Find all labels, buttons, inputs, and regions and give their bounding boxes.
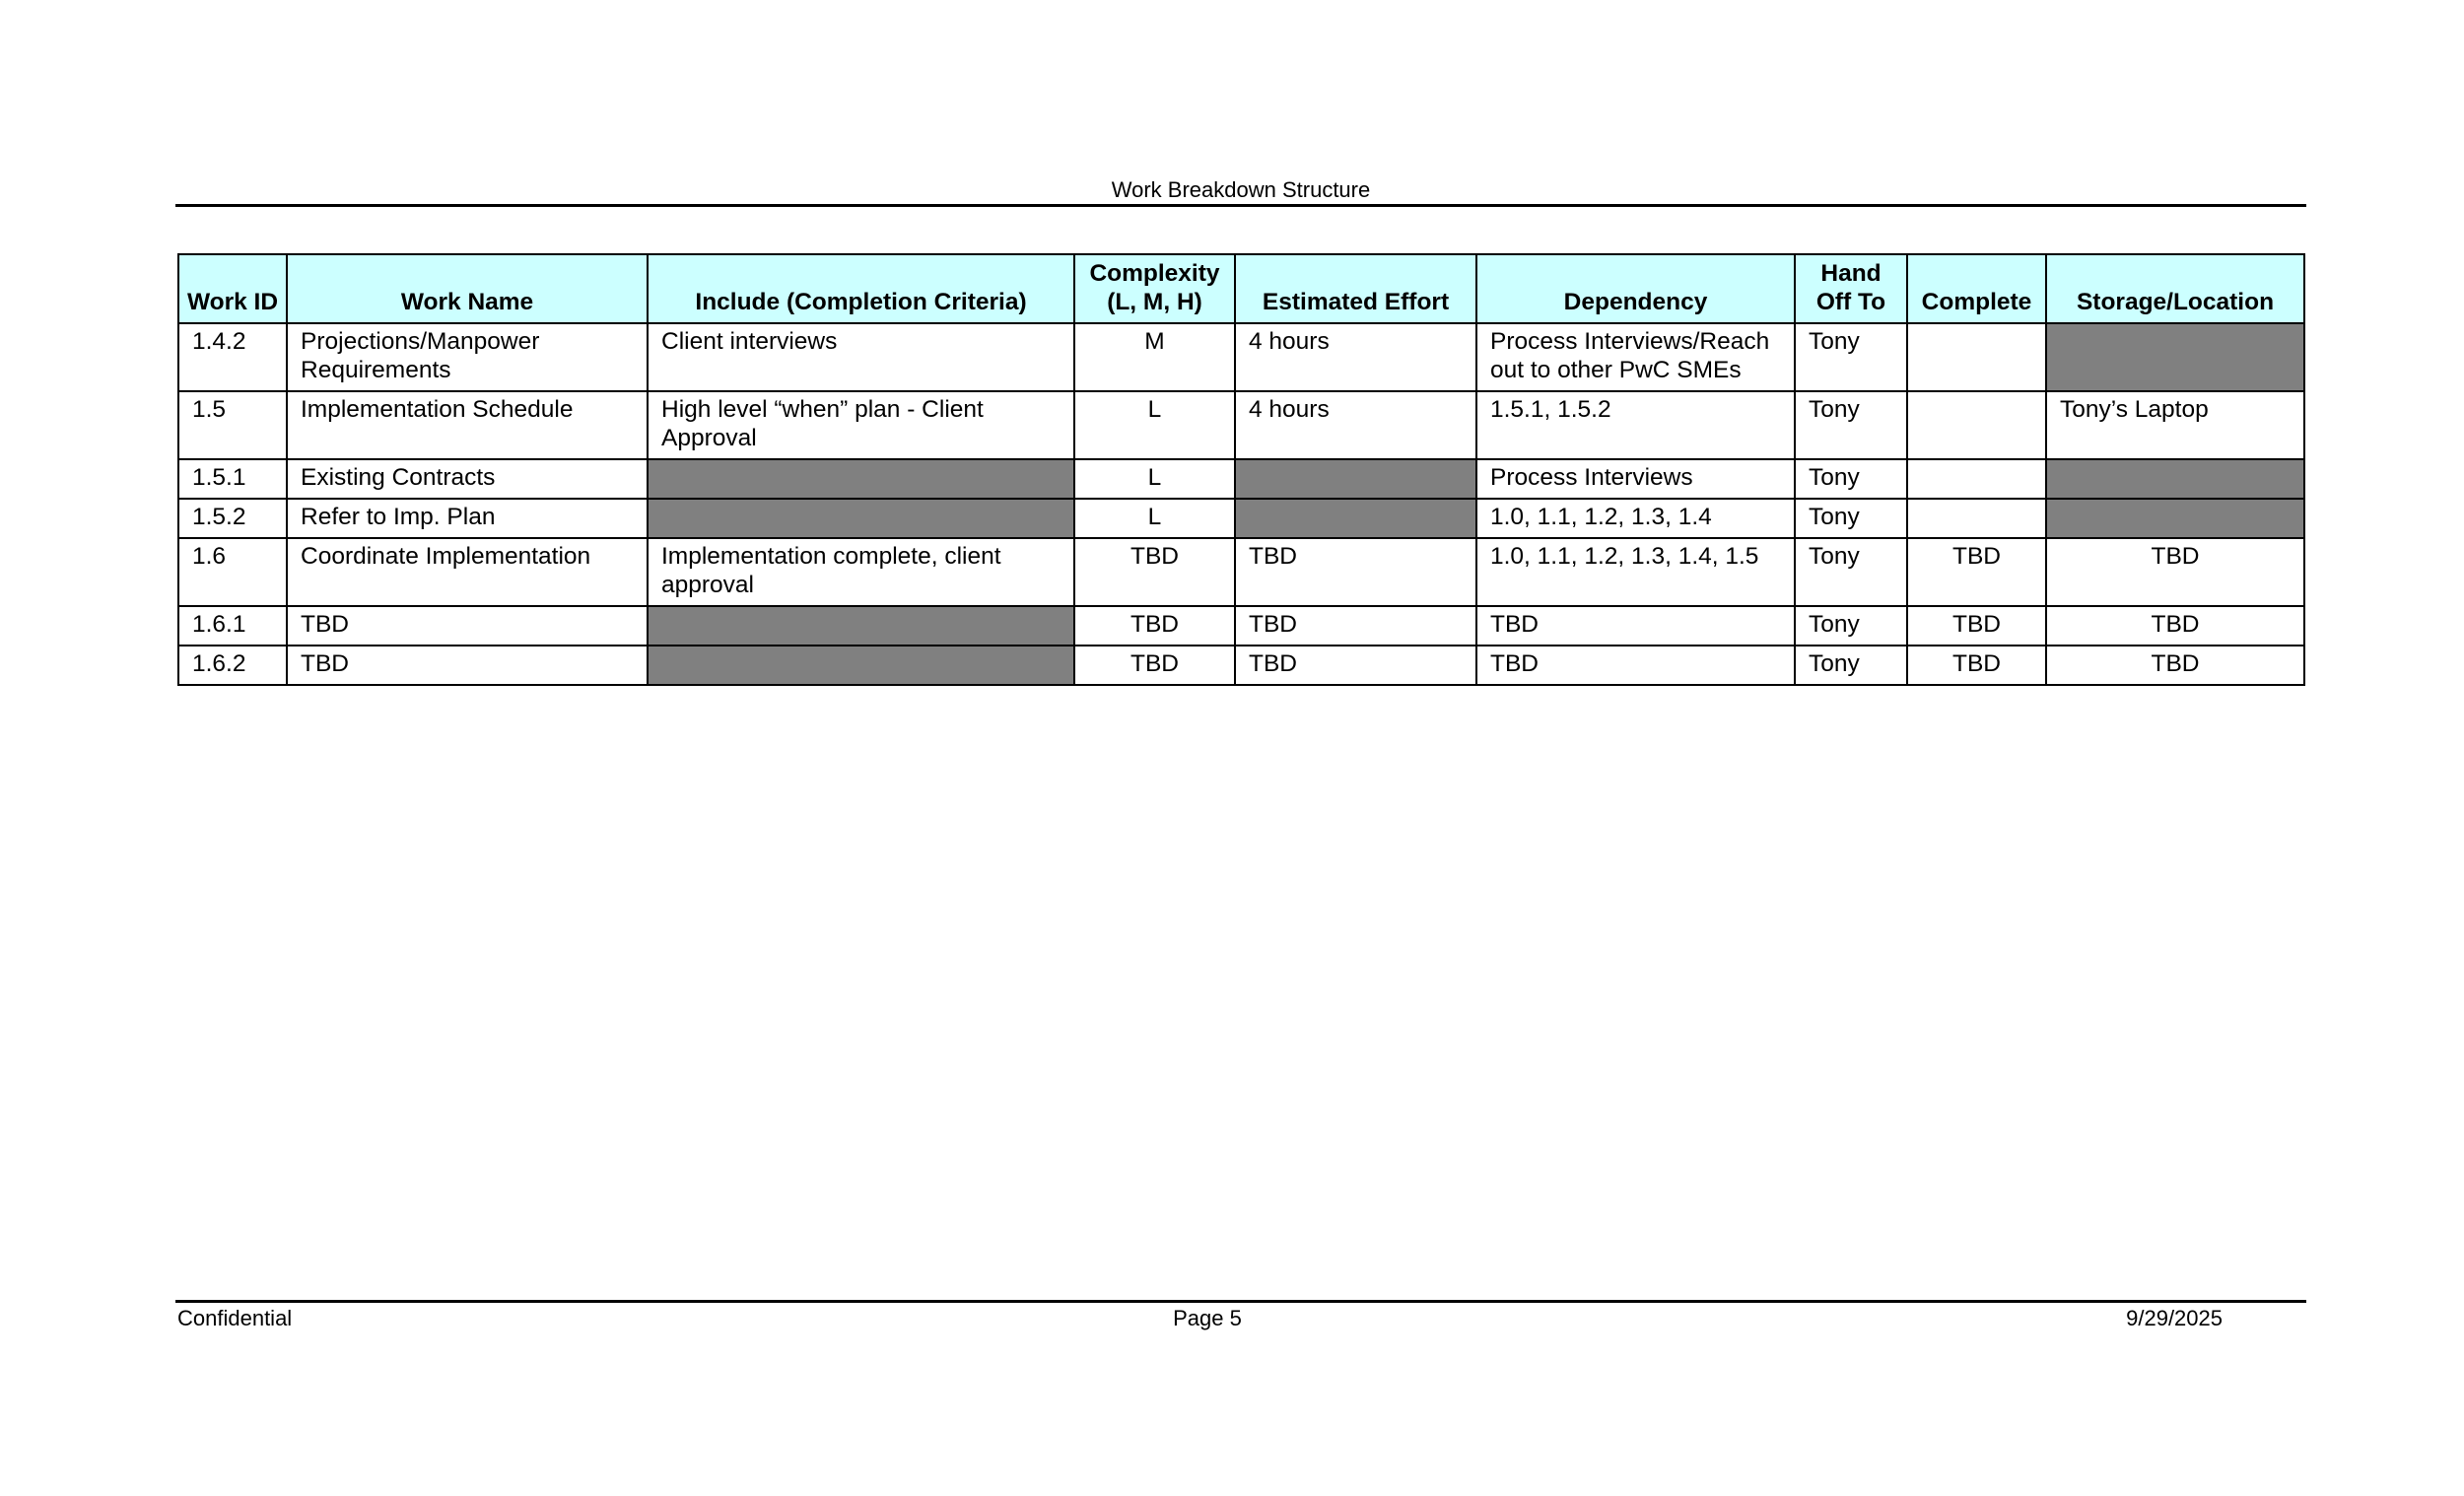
cell-work-name: Implementation Schedule [287, 391, 648, 459]
cell-dependency: 1.0, 1.1, 1.2, 1.3, 1.4 [1476, 499, 1795, 538]
table-header-row [178, 254, 2304, 323]
cell-storage: TBD [2046, 538, 2304, 606]
cell-complexity: L [1074, 459, 1235, 499]
cell-dependency: 1.5.1, 1.5.2 [1476, 391, 1795, 459]
cell-include-shaded [648, 459, 1074, 499]
table-row [178, 538, 2304, 606]
cell-complete [1907, 391, 2046, 459]
cell-hand-off-to: Tony [1795, 646, 1907, 685]
wbs-table [177, 253, 2305, 686]
cell-complexity: L [1074, 391, 1235, 459]
cell-storage: TBD [2046, 606, 2304, 646]
footer-date: 9/29/2025 [2126, 1306, 2223, 1330]
cell-dependency: Process Interviews/Reach out to other PwC SMEs [1476, 323, 1795, 391]
table-row [178, 459, 2304, 499]
col-header-complexity: Complexity (L, M, H) [1074, 254, 1235, 323]
cell-effort: TBD [1235, 538, 1476, 606]
table-row [178, 499, 2304, 538]
cell-hand-off-to: Tony [1795, 538, 1907, 606]
cell-work-id: 1.5 [178, 391, 287, 459]
cell-work-name: Existing Contracts [287, 459, 648, 499]
cell-hand-off-to: Tony [1795, 606, 1907, 646]
cell-effort-shaded [1235, 499, 1476, 538]
cell-effort: TBD [1235, 646, 1476, 685]
col-header-work-id: Work ID [178, 254, 287, 323]
footer-rule [175, 1300, 2306, 1303]
cell-work-name: TBD [287, 646, 648, 685]
table-row [178, 323, 2304, 391]
cell-effort: 4 hours [1235, 391, 1476, 459]
page-header-title: Work Breakdown Structure [1111, 177, 1371, 202]
col-header-storage-location: Storage/Location [2046, 254, 2304, 323]
cell-dependency: TBD [1476, 646, 1795, 685]
cell-work-name: Projections/Manpower Requirements [287, 323, 648, 391]
col-header-estimated-effort: Estimated Effort [1235, 254, 1476, 323]
col-header-dependency: Dependency [1476, 254, 1795, 323]
cell-storage-shaded [2046, 323, 2304, 391]
cell-include-shaded [648, 606, 1074, 646]
cell-work-name: Coordinate Implementation [287, 538, 648, 606]
cell-complete: TBD [1907, 606, 2046, 646]
cell-work-id: 1.5.1 [178, 459, 287, 499]
header-rule [175, 204, 2306, 207]
cell-effort: 4 hours [1235, 323, 1476, 391]
cell-dependency: TBD [1476, 606, 1795, 646]
cell-dependency: 1.0, 1.1, 1.2, 1.3, 1.4, 1.5 [1476, 538, 1795, 606]
cell-work-id: 1.4.2 [178, 323, 287, 391]
cell-complexity: TBD [1074, 538, 1235, 606]
col-header-complete: Complete [1907, 254, 2046, 323]
cell-storage-shaded [2046, 459, 2304, 499]
cell-hand-off-to: Tony [1795, 499, 1907, 538]
col-header-hand-off-to: Hand Off To [1795, 254, 1907, 323]
cell-storage: Tony’s Laptop [2046, 391, 2304, 459]
cell-complete [1907, 499, 2046, 538]
cell-complexity: TBD [1074, 606, 1235, 646]
cell-work-id: 1.5.2 [178, 499, 287, 538]
cell-storage-shaded [2046, 499, 2304, 538]
col-header-include: Include (Completion Criteria) [648, 254, 1074, 323]
col-header-work-name: Work Name [287, 254, 648, 323]
cell-complexity: L [1074, 499, 1235, 538]
cell-complexity: M [1074, 323, 1235, 391]
cell-hand-off-to: Tony [1795, 459, 1907, 499]
cell-hand-off-to: Tony [1795, 323, 1907, 391]
footer-page-number: Page 5 [1173, 1306, 1242, 1330]
cell-complete: TBD [1907, 538, 2046, 606]
footer-confidential: Confidential [177, 1306, 293, 1330]
cell-include: High level “when” plan - Client Approval [648, 391, 1074, 459]
cell-include-shaded [648, 499, 1074, 538]
table-row [178, 391, 2304, 459]
cell-hand-off-to: Tony [1795, 391, 1907, 459]
cell-storage: TBD [2046, 646, 2304, 685]
cell-effort: TBD [1235, 606, 1476, 646]
cell-work-id: 1.6.1 [178, 606, 287, 646]
cell-complete [1907, 323, 2046, 391]
cell-dependency: Process Interviews [1476, 459, 1795, 499]
cell-work-name: TBD [287, 606, 648, 646]
cell-work-id: 1.6.2 [178, 646, 287, 685]
cell-complete: TBD [1907, 646, 2046, 685]
cell-work-name: Refer to Imp. Plan [287, 499, 648, 538]
table-row [178, 646, 2304, 685]
cell-work-id: 1.6 [178, 538, 287, 606]
cell-complexity: TBD [1074, 646, 1235, 685]
cell-include: Implementation complete, client approval [648, 538, 1074, 606]
cell-include-shaded [648, 646, 1074, 685]
cell-effort-shaded [1235, 459, 1476, 499]
table-row [178, 606, 2304, 646]
cell-complete [1907, 459, 2046, 499]
cell-include: Client interviews [648, 323, 1074, 391]
